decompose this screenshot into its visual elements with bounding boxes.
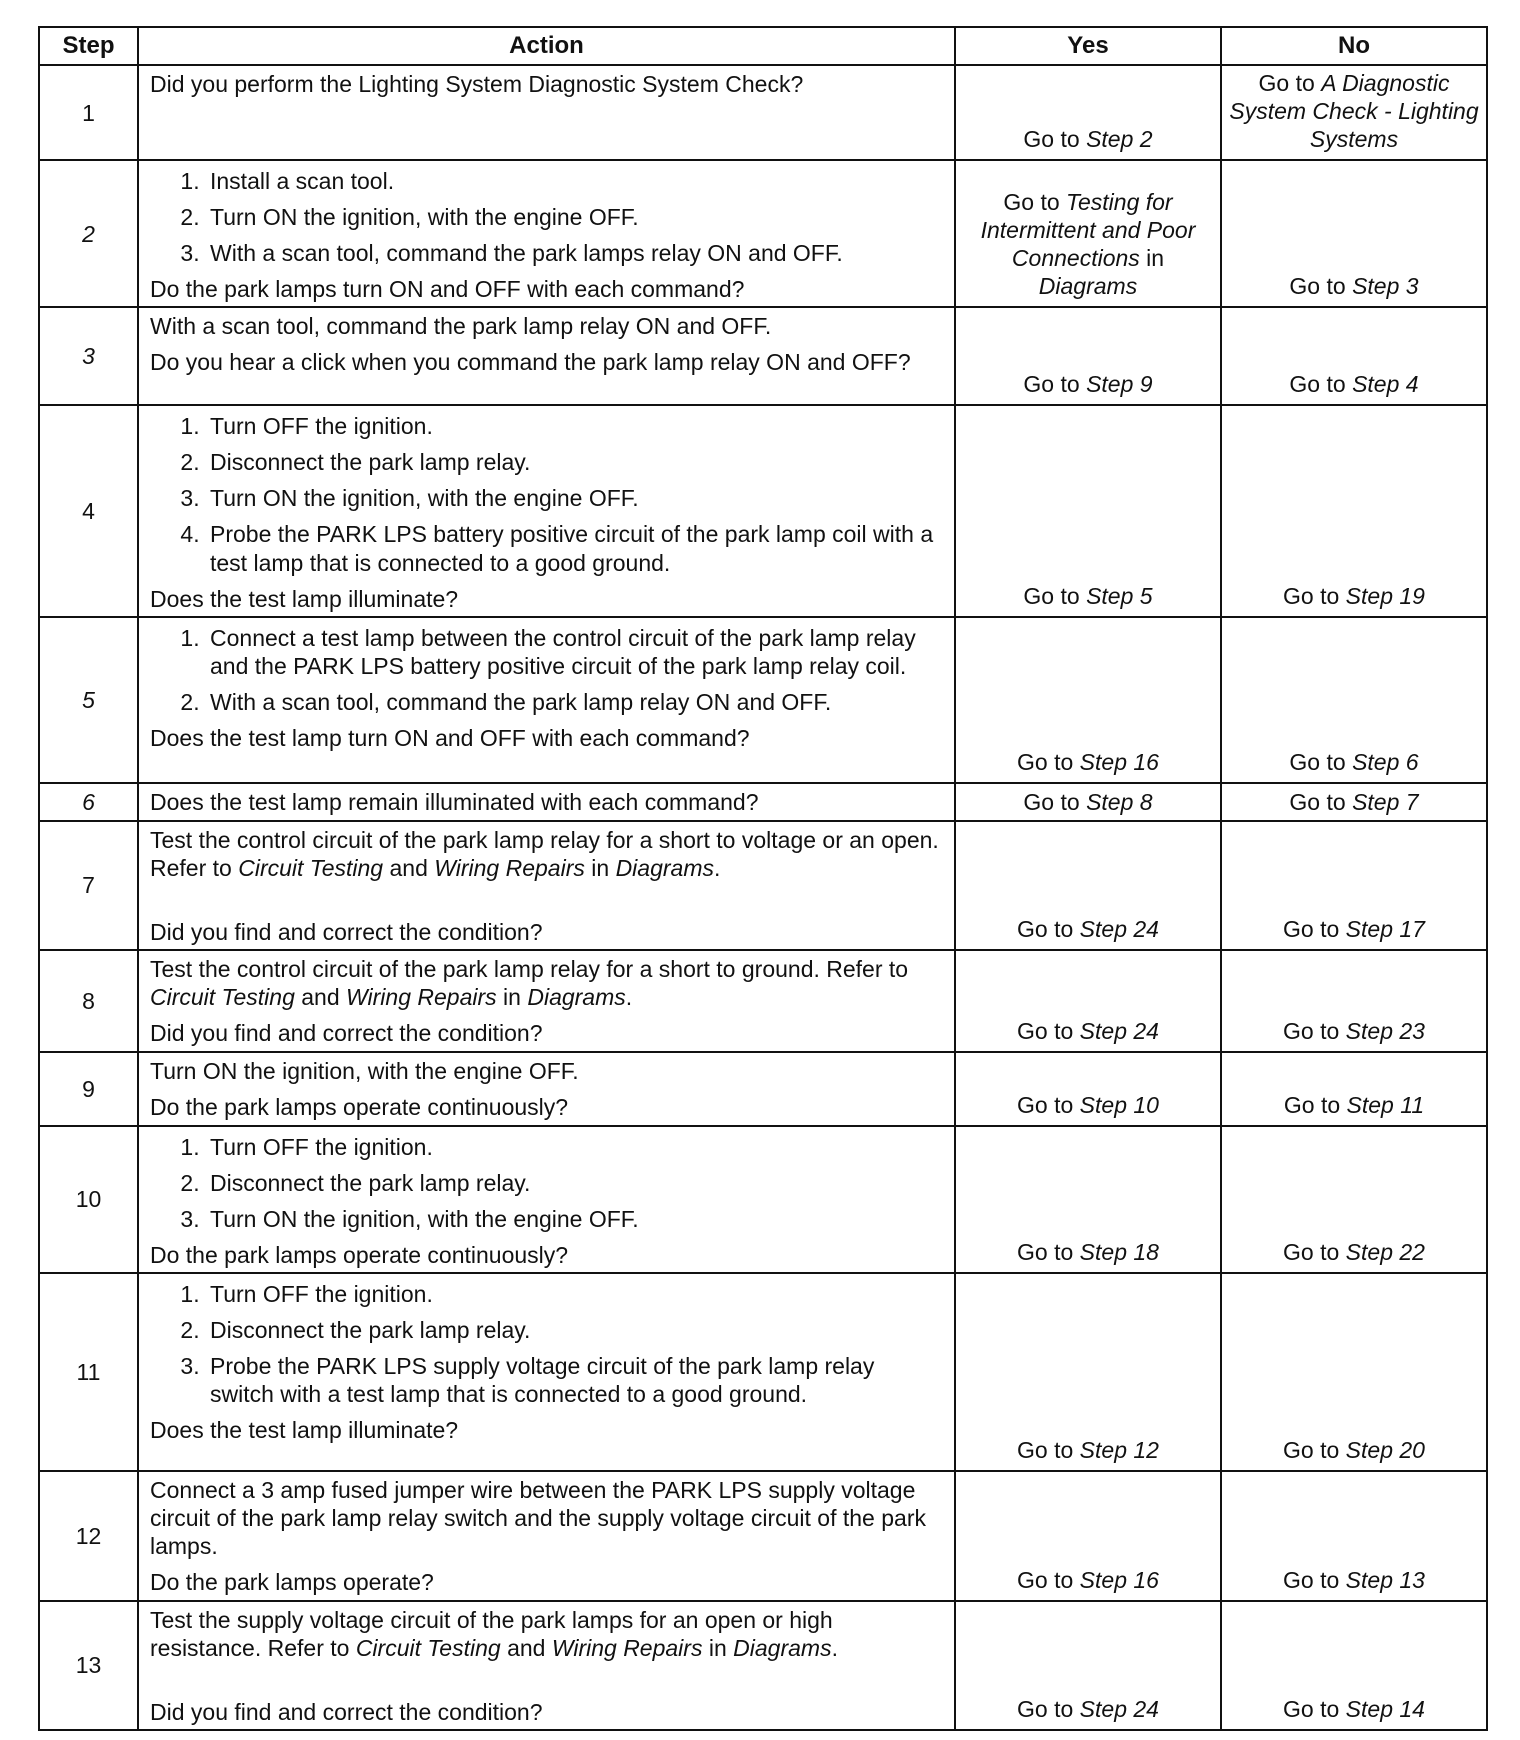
- action-text: Test the control circuit of the park lamp relay for a short to voltage or an open. Refer to Circuit Testing and Wiring Repairs in Diagrams.: [150, 826, 939, 881]
- yes-cell: Go to Step 24: [955, 1601, 1221, 1730]
- diagnostic-table: [38, 26, 1488, 1731]
- no-cell: Go to Step 3: [1221, 160, 1487, 307]
- yes-cell: Go to Step 18: [955, 1126, 1221, 1273]
- step-number: 5: [39, 617, 138, 783]
- step-number: 11: [39, 1273, 138, 1471]
- no-target: Step 7: [1352, 788, 1419, 815]
- action-step: 2. Disconnect the park lamp relay.: [206, 1169, 944, 1197]
- action-step: 3. With a scan tool, command the park lamps relay ON and OFF.: [206, 239, 944, 267]
- action-step: 1. Install a scan tool.: [206, 167, 944, 195]
- header-row: [39, 27, 1487, 65]
- action-question: Do the park lamps operate continuously?: [150, 1093, 569, 1120]
- action-cell: [138, 617, 955, 783]
- table-row: [39, 783, 1487, 821]
- action-cell: [138, 783, 955, 821]
- yes-target: Step 24: [1079, 915, 1159, 942]
- action-question: Did you find and correct the condition?: [150, 918, 543, 945]
- action-cell: [138, 1052, 955, 1126]
- action-step: 1. Turn OFF the ignition.: [206, 1280, 944, 1308]
- step-number: 2: [39, 160, 138, 307]
- action-step: 4. Probe the PARK LPS battery positive circuit of the park lamp coil with a test lamp that is connected to a good ground.: [206, 520, 944, 576]
- no-target: A Diagnostic System Check - Lighting Systems: [1229, 70, 1479, 153]
- yes-target: Step 9: [1086, 371, 1153, 398]
- table-row: [39, 160, 1487, 307]
- table-row: [39, 1126, 1487, 1273]
- yes-target: Step 2: [1086, 126, 1153, 153]
- no-target: Step 23: [1345, 1017, 1425, 1044]
- yes-target: Step 18: [1079, 1238, 1159, 1265]
- no-cell: Go to Step 23: [1221, 950, 1487, 1052]
- yes-target: Step 16: [1079, 1566, 1159, 1593]
- no-cell: Go to Step 13: [1221, 1471, 1487, 1601]
- no-target: Step 22: [1345, 1238, 1425, 1265]
- action-cell: [138, 1471, 955, 1601]
- action-question: Does the test lamp turn ON and OFF with each command?: [150, 724, 750, 751]
- step-number: 6: [39, 783, 138, 821]
- no-cell: Go to Step 20: [1221, 1273, 1487, 1471]
- yes-target: Step 24: [1079, 1017, 1159, 1044]
- no-cell: Go to Step 17: [1221, 821, 1487, 950]
- action-step: 2. Disconnect the park lamp relay.: [206, 448, 944, 476]
- table-row: [39, 821, 1487, 950]
- action-question: Do you hear a click when you command the park lamp relay ON and OFF?: [150, 349, 911, 376]
- no-cell: Go to Step 6: [1221, 617, 1487, 783]
- yes-cell: Go to Testing for Intermittent and Poor Connections in Diagrams: [955, 160, 1221, 307]
- step-number: 3: [39, 307, 138, 405]
- action-line: With a scan tool, command the park lamp relay ON and OFF.: [150, 313, 772, 340]
- table-row: [39, 65, 1487, 160]
- no-cell: Go to Step 11: [1221, 1052, 1487, 1126]
- yes-target: Step 5: [1086, 582, 1153, 609]
- action-cell: [138, 65, 955, 160]
- step-number: 12: [39, 1471, 138, 1601]
- action-question: Does the test lamp remain illuminated with each command?: [150, 788, 759, 815]
- action-question: Do the park lamps turn ON and OFF with each command?: [150, 276, 745, 303]
- yes-target: Step 16: [1079, 748, 1159, 775]
- action-question: Did you perform the Lighting System Diagnostic System Check?: [150, 71, 804, 97]
- action-question: Does the test lamp illuminate?: [150, 1417, 459, 1444]
- yes-cell: Go to Step 9: [955, 307, 1221, 405]
- no-target: Step 17: [1345, 915, 1425, 942]
- action-steps: [150, 167, 944, 267]
- action-step: 3. Probe the PARK LPS supply voltage circuit of the park lamp relay switch with a test lamp that is connected to a good ground.: [206, 1352, 944, 1408]
- table-row: [39, 1471, 1487, 1601]
- table-row: [39, 307, 1487, 405]
- action-cell: [138, 160, 955, 307]
- action-cell: [138, 1273, 955, 1471]
- action-line: Turn ON the ignition, with the engine OFF.: [150, 1057, 579, 1084]
- no-target: Step 14: [1345, 1696, 1425, 1723]
- step-number: 13: [39, 1601, 138, 1730]
- action-cell: [138, 1601, 955, 1730]
- header-action: Action: [138, 27, 955, 65]
- table-row: [39, 950, 1487, 1052]
- table-row: [39, 1273, 1487, 1471]
- action-text: Test the supply voltage circuit of the park lamps for an open or high resistance. Refer to Circuit Testing and Wiring Repairs in Diagrams.: [150, 1606, 838, 1661]
- yes-cell: Go to Step 16: [955, 1471, 1221, 1601]
- action-question: Does the test lamp illuminate?: [150, 585, 459, 612]
- yes-target: Step 12: [1079, 1436, 1159, 1463]
- yes-cell: Go to Step 24: [955, 950, 1221, 1052]
- action-step: 1. Connect a test lamp between the control circuit of the park lamp relay and the PARK LPS battery positive circuit of the park lamp relay coil.: [206, 624, 944, 680]
- step-number: 8: [39, 950, 138, 1052]
- no-target: Step 3: [1352, 273, 1419, 300]
- no-target: Step 20: [1345, 1436, 1425, 1463]
- yes-cell: Go to Step 10: [955, 1052, 1221, 1126]
- header-step: Step: [39, 27, 138, 65]
- action-cell: [138, 1126, 955, 1273]
- yes-cell: Go to Step 24: [955, 821, 1221, 950]
- yes-cell: Go to Step 2: [955, 65, 1221, 160]
- action-steps: [150, 1280, 944, 1408]
- action-step: 3. Turn ON the ignition, with the engine OFF.: [206, 1205, 944, 1233]
- action-question: Did you find and correct the condition?: [150, 1019, 543, 1046]
- no-target: Step 6: [1352, 748, 1419, 775]
- table-row: [39, 1052, 1487, 1126]
- no-target: Step 19: [1345, 582, 1425, 609]
- action-cell: [138, 307, 955, 405]
- action-question: Do the park lamps operate?: [150, 1569, 434, 1596]
- header-yes: Yes: [955, 27, 1221, 65]
- action-step: 1. Turn OFF the ignition.: [206, 1133, 944, 1161]
- step-number: 4: [39, 405, 138, 616]
- no-cell: Go to Step 7: [1221, 783, 1487, 821]
- no-target: Step 13: [1345, 1566, 1425, 1593]
- table-row: [39, 1601, 1487, 1730]
- table-row: [39, 405, 1487, 616]
- no-cell: Go to Step 4: [1221, 307, 1487, 405]
- step-number: 9: [39, 1052, 138, 1126]
- no-cell: Go to Step 14: [1221, 1601, 1487, 1730]
- no-target: Step 4: [1352, 371, 1419, 398]
- action-step: 3. Turn ON the ignition, with the engine OFF.: [206, 484, 944, 512]
- yes-target: Step 24: [1079, 1696, 1159, 1723]
- no-cell: Go to Step 22: [1221, 1126, 1487, 1273]
- no-target: Step 11: [1346, 1091, 1425, 1118]
- step-number: 7: [39, 821, 138, 950]
- yes-cell: Go to Step 16: [955, 617, 1221, 783]
- header-no: No: [1221, 27, 1487, 65]
- no-cell: Go to Step 19: [1221, 405, 1487, 616]
- action-step: 2. With a scan tool, command the park lamp relay ON and OFF.: [206, 688, 944, 716]
- yes-target: Testing for Intermittent and Poor Connections: [980, 189, 1196, 272]
- action-text: Test the control circuit of the park lamp relay for a short to ground. Refer to Circuit Testing and Wiring Repairs in Diagrams.: [150, 955, 909, 1010]
- action-cell: [138, 821, 955, 950]
- action-line: Connect a 3 amp fused jumper wire between the PARK LPS supply voltage circuit of the park lamp relay switch and the supply voltage circuit of the park lamps.: [150, 1476, 926, 1560]
- step-number: 10: [39, 1126, 138, 1273]
- action-steps: [150, 624, 944, 716]
- action-steps: [150, 1133, 944, 1233]
- action-question: Did you find and correct the condition?: [150, 1699, 543, 1726]
- action-step: 2. Turn ON the ignition, with the engine OFF.: [206, 203, 944, 231]
- action-steps: [150, 412, 944, 576]
- action-step: 1. Turn OFF the ignition.: [206, 412, 944, 440]
- yes-cell: Go to Step 12: [955, 1273, 1221, 1471]
- action-step: 2. Disconnect the park lamp relay.: [206, 1316, 944, 1344]
- yes-target: Step 8: [1086, 788, 1153, 815]
- yes-target: Step 10: [1079, 1091, 1159, 1118]
- action-cell: [138, 950, 955, 1052]
- action-question: Do the park lamps operate continuously?: [150, 1241, 569, 1268]
- yes-cell: Go to Step 8: [955, 783, 1221, 821]
- action-cell: [138, 405, 955, 616]
- no-cell: Go to A Diagnostic System Check - Lighting Systems: [1221, 65, 1487, 160]
- step-number: 1: [39, 65, 138, 160]
- table-row: [39, 617, 1487, 783]
- yes-cell: Go to Step 5: [955, 405, 1221, 616]
